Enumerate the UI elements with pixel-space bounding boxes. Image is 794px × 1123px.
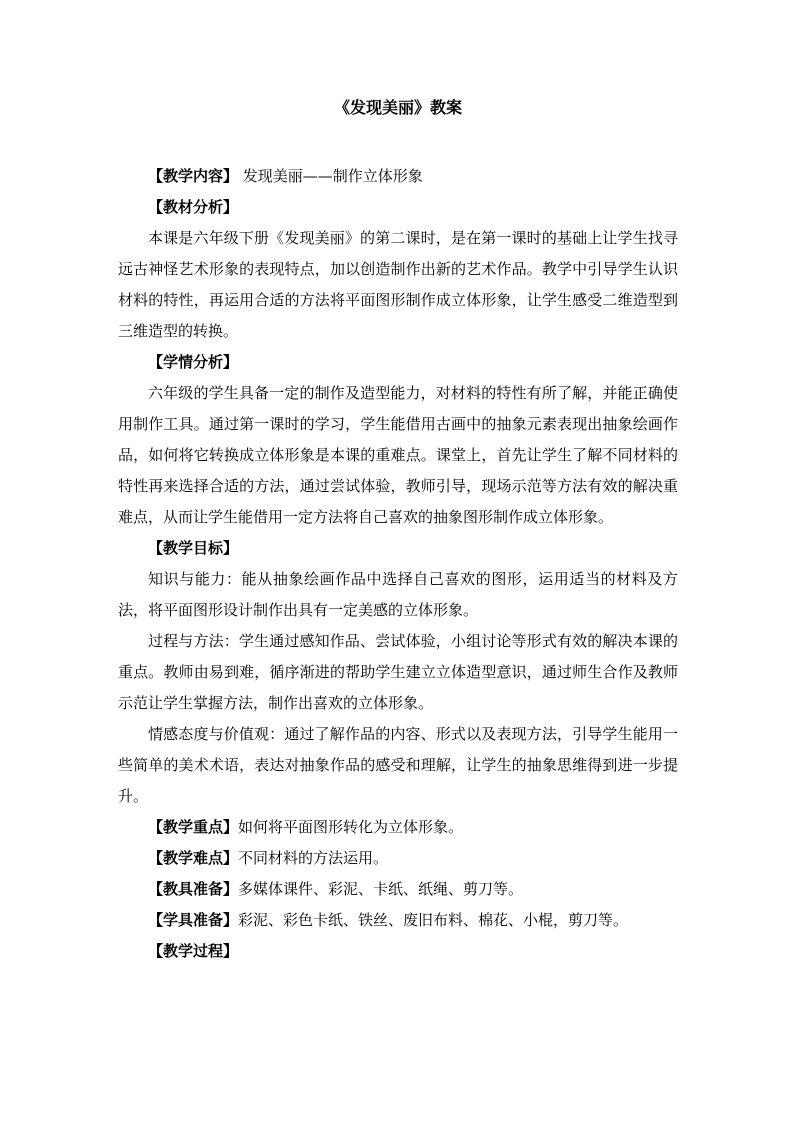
- objective-attitude: 情感态度与价值观：通过了解作品的内容、形式以及表现方法，引导学生能用一些简单的美术术语，表达对抽象作品的感受和理解，让学生的抽象思维得到进一步提升。: [118, 725, 678, 805]
- teaching-content-label: 【教学内容】: [148, 167, 239, 185]
- objective-knowledge: 知识与能力：能从抽象绘画作品中选择自己喜欢的图形，运用适当的材料及方法，将平面图形设计制作出具有一定美感的立体形象。: [118, 570, 678, 619]
- student-materials-text: 彩泥、彩色卡纸、铁丝、废旧布料、棉花、小棍，剪刀等。: [238, 911, 629, 929]
- teacher-materials-label: 【教具准备】: [148, 880, 239, 898]
- difficulty-text: 不同材料的方法运用。: [238, 849, 389, 867]
- student-analysis-heading: 【学情分析】: [148, 353, 239, 371]
- textbook-analysis-heading: 【教材分析】: [148, 198, 239, 216]
- textbook-analysis-paragraph: 本课是六年级下册《发现美丽》的第二课时，是在第一课时的基础上让学生找寻远古神怪艺术形象的表现特点，加以创造制作出新的艺术作品。教学中引导学生认识材料的特性，再运用合适的方法将平面图形制作成立体形象，让学生感受二维造型到三维造型的转换。: [118, 229, 678, 340]
- objective-process: 过程与方法：学生通过感知作品、尝试体验，小组讨论等形式有效的解决本课的重点。教师由易到难，循序渐进的帮助学生建立立体造型意识，通过师生合作及教师示范让学生掌握方法，制作出喜欢的立体形象。: [118, 632, 678, 712]
- teacher-materials-line: [118, 874, 678, 905]
- key-point-line: [118, 812, 678, 843]
- process-heading: 【教学过程】: [148, 942, 239, 960]
- teacher-materials-text: 多媒体课件、彩泥、卡纸、纸绳、剪刀等。: [238, 880, 524, 898]
- student-analysis-paragraph: 六年级的学生具备一定的制作及造型能力，对材料的特性有所了解，并能正确使用制作工具。通过第一课时的学习，学生能借用古画中的抽象元素表现出抽象绘画作品，如何将它转换成立体形象是本课的重难点。课堂上，首先让学生了解不同材料的特性再来选择合适的方法，通过尝试体验，教师引导，现场示范等方法有效的解决重难点，从而让学生能借用一定方法将自己喜欢的抽象图形制作成立体形象。: [118, 384, 678, 526]
- student-materials-label: 【学具准备】: [148, 911, 239, 929]
- lesson-plan-page: [118, 96, 678, 967]
- objectives-heading: 【教学目标】: [148, 539, 239, 557]
- key-point-text: 如何将平面图形转化为立体形象。: [238, 818, 464, 836]
- student-materials-line: [118, 905, 678, 936]
- teaching-content-text: 发现美丽——制作立体形象: [242, 167, 423, 185]
- key-point-label: 【教学重点】: [148, 818, 239, 836]
- difficulty-label: 【教学难点】: [148, 849, 239, 867]
- teaching-content-line: [118, 161, 678, 192]
- difficulty-line: [118, 843, 678, 874]
- document-title: 《发现美丽》教案: [333, 98, 462, 117]
